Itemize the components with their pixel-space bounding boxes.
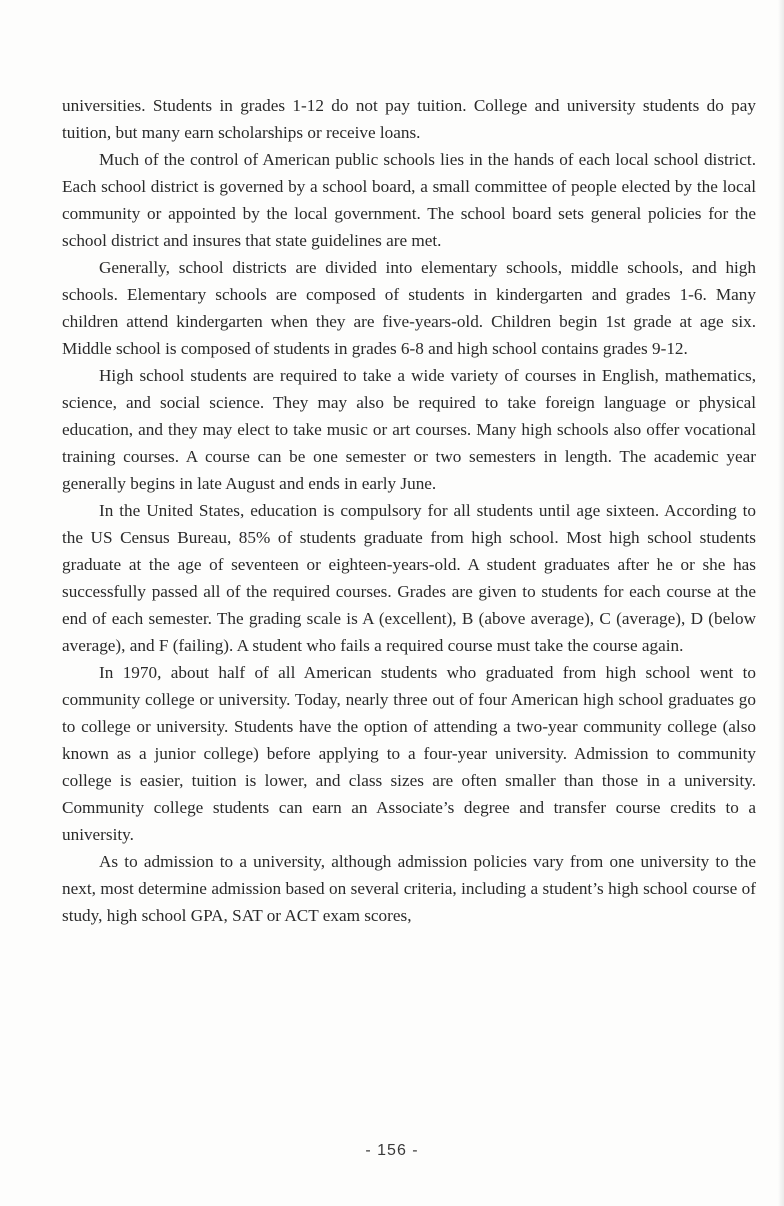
paragraph-college-attendance: In 1970, about half of all American students who graduated from high school went to community college or university. Today, nearly three out of four American high school graduates go to college or university. Students have the option of attending a two-year community college (also known as a junior college) before applying to a four-year university. Admission to community college is easier, tuition is lower, and class sizes are often smaller than those in a university. Community college students can earn an Associate’s degree and transfer course credits to a university. <box>62 663 756 844</box>
paragraph-university-admission: As to admission to a university, although admission policies vary from one university to the next, most determine admission based on several criteria, including a student’s high school course of study, high school GPA, SAT or ACT exam scores, <box>62 852 756 925</box>
paragraph-continuation: universities. Students in grades 1-12 do not pay tuition. College and university students do pay tuition, but many earn scholarships or receive loans. <box>62 96 756 142</box>
page-edge-shadow <box>778 0 784 1206</box>
page-body <box>62 92 756 929</box>
paragraph-school-levels: Generally, school districts are divided into elementary schools, middle schools, and high schools. Elementary schools are composed of students in kindergarten and grades 1-6. Many children attend kindergarten when they are five-years-old. Children begin 1st grade at age six. Middle school is composed of students in grades 6-8 and high school contains grades 9-12. <box>62 258 756 358</box>
paragraph-high-school-courses: High school students are required to take a wide variety of courses in English, mathematics, science, and social science. They may also be required to take foreign language or physical education, and they may elect to take music or art courses. Many high schools also offer vocational training courses. A course can be one semester or two semesters in length. The academic year generally begins in late August and ends in early June. <box>62 366 756 493</box>
paragraph-compulsory-education: In the United States, education is compulsory for all students until age sixteen. According to the US Census Bureau, 85% of students graduate from high school. Most high school students graduate at the age of seventeen or eighteen-years-old. A student graduates after he or she has successfully passed all of the required courses. Grades are given to students for each course at the end of each semester. The grading scale is A (excellent), B (above average), C (average), D (below average), and F (failing). A student who fails a required course must take the course again. <box>62 501 756 655</box>
paragraph-school-districts: Much of the control of American public schools lies in the hands of each local school district. Each school district is governed by a school board, a small committee of people elected by the local community or appointed by the local government. The school board sets general policies for the school district and insures that state guidelines are met. <box>62 150 756 250</box>
page-number: - 156 - <box>365 1142 419 1159</box>
